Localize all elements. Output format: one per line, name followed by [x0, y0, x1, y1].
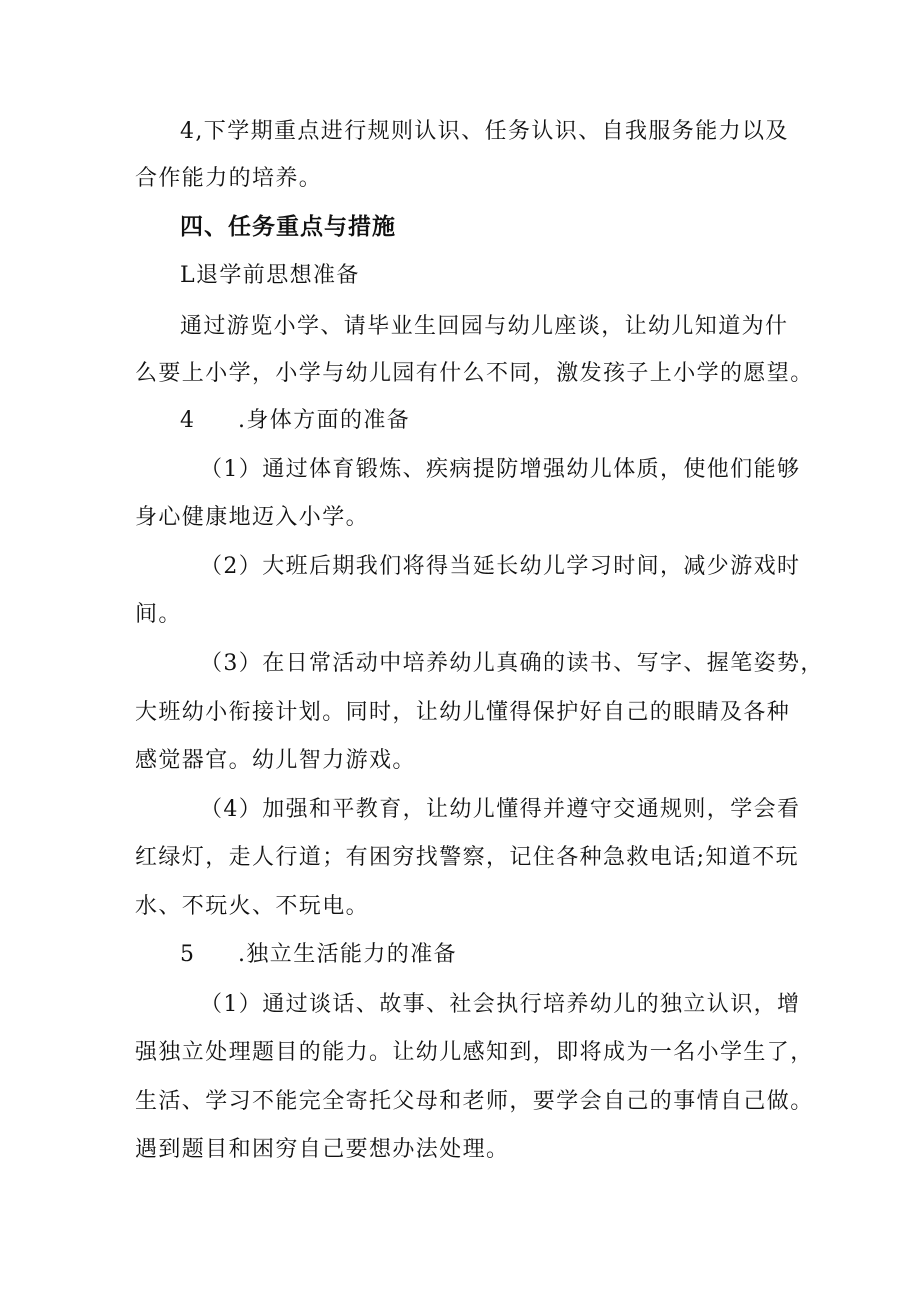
item4-line2: 合作能力的培养。 [135, 166, 323, 191]
item-l-para-line2: 么要上小学，小学与幼儿园有什么不同，激发孩子上小学的愿望。 [135, 361, 814, 386]
item-body-p2-line1: （2）大班后期我们将得当延长幼儿学习时间，减少游戏时 [200, 554, 801, 579]
item4-line1: 4,下学期重点进行规则认识、任务认识、自我服务能力以及 [180, 119, 789, 144]
item-l-para-line1: 通过游览小学、请毕业生回园与幼儿座谈，让幼儿知道为什 [180, 314, 789, 339]
item-body-p4-line2: 红绿灯，走人行道；有困穷找警察，记住各种急救电话;知道不玩 [135, 845, 800, 870]
item-body-p1-line2: 身心健康地迈入小学。 [135, 505, 370, 530]
item-independent-heading [180, 944, 457, 966]
item-body-title: .身体方面的准备 [238, 408, 411, 433]
item-body-p1-line1: （1）通过体育锻炼、疾病提防增强幼儿体质，使他们能够 [200, 457, 801, 482]
item-body-p4-line3: 水、不玩火、不玩电。 [135, 894, 370, 919]
item-body-heading [180, 410, 410, 432]
section-heading: 四、任务重点与措施 [180, 214, 396, 240]
item-independent-p1-line3: 生活、学习不能完全寄托父母和老师，要学会自己的事情自己做。 [135, 1089, 814, 1114]
item-body-p3-line2: 大班幼小衔接计划。同时，让幼儿懂得保护好自己的眼睛及各种 [135, 700, 791, 725]
item-body-p3-line3: 感觉器官。幼儿智力游戏。 [135, 748, 416, 773]
item-body-p2-line2: 间。 [135, 602, 182, 627]
item-body-p4-line1: （4）加强和平教育，让幼儿懂得并遵守交通规则，学会看 [200, 797, 801, 822]
item-independent-p1-line1: （1）通过谈话、故事、社会执行培养幼儿的独立认识，增 [200, 992, 801, 1017]
item-l-title: L退学前思想准备 [180, 263, 360, 288]
item-independent-p1-line2: 强独立处理题目的能力。让幼儿感知到，即将成为一名小学生了， [135, 1040, 814, 1065]
item-independent-number: 5 [180, 942, 196, 967]
item-independent-title: .独立生活能力的准备 [238, 942, 457, 967]
item-independent-p1-line4: 遇到题目和困穷自己要想办法处理。 [135, 1137, 510, 1162]
item-body-number: 4 [180, 408, 196, 433]
item-body-p3-line1: （3）在日常活动中培养幼儿真确的读书、写字、握笔姿势， [200, 651, 824, 676]
